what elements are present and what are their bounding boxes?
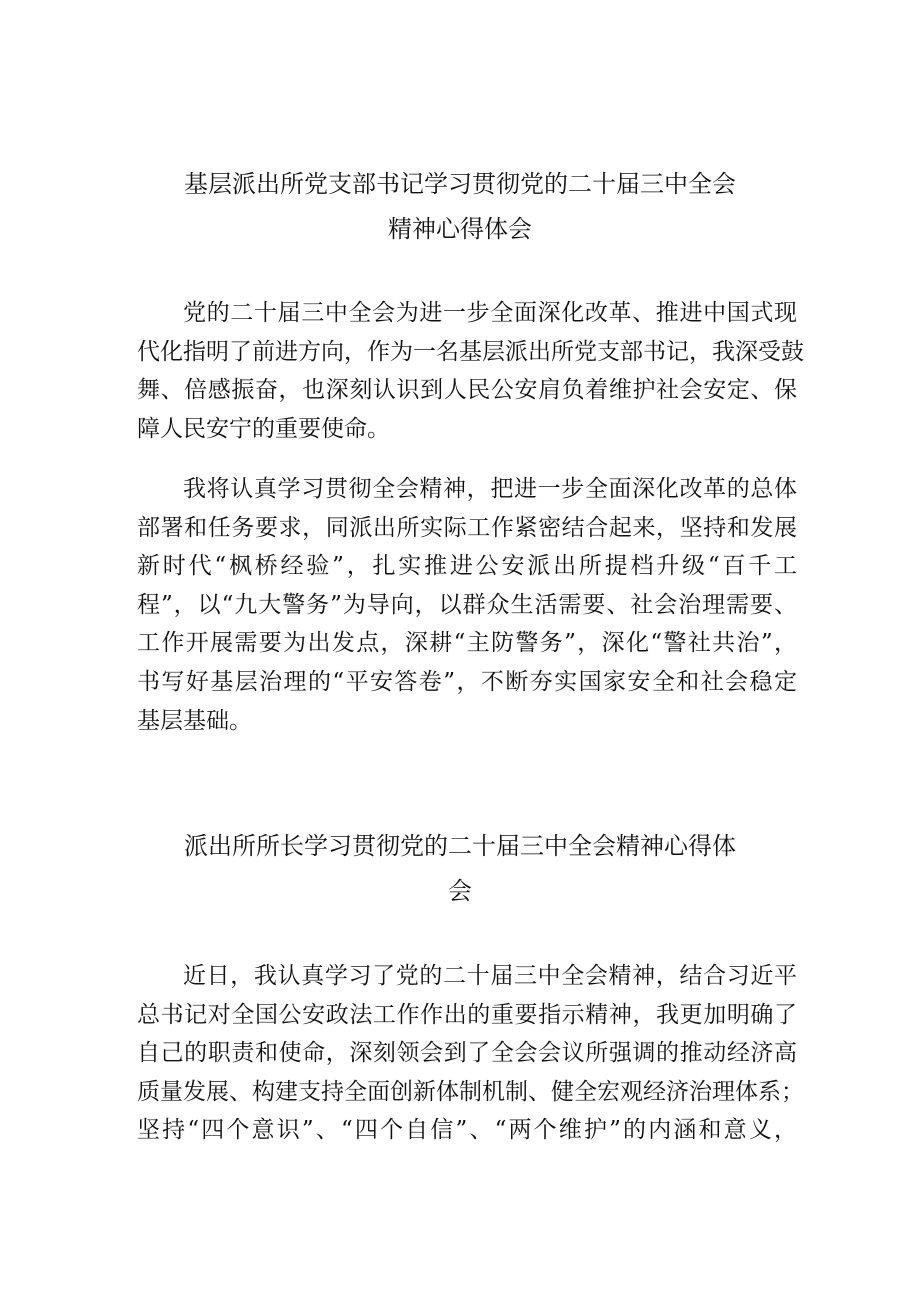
paragraph-line: 党的二十届三中全会为进一步全面深化改革、推进中国式现	[183, 300, 797, 326]
section2-title-line-1: 派出所所长学习贯彻党的二十届三中全会精神心得体	[184, 832, 736, 860]
paragraph-line: 部署和任务要求，同派出所实际工作紧密结合起来，坚持和发展	[137, 514, 797, 541]
paragraph-line: 工作开展需要为出发点，深耕“主防警务”，深化“警社共治”，	[137, 630, 797, 657]
paragraph-line: 质量发展、构建支持全面创新体制机制、健全宏观经济治理体系；	[137, 1078, 804, 1105]
paragraph-line: 舞、倍感振奋，也深刻认识到人民公安肩负着维护社会安定、保	[137, 377, 797, 404]
section1-paragraph-2	[137, 470, 797, 740]
paragraph-line: 坚持“四个意识”、“四个自信”、“两个维护”的内涵和意义，	[137, 1117, 797, 1144]
section2-paragraph-1	[137, 957, 804, 1150]
section1-paragraph-1	[137, 294, 804, 448]
paragraph-line: 基层基础。	[137, 707, 252, 734]
section2-title-line-2: 会	[448, 877, 472, 905]
paragraph-line: 代化指明了前进方向，作为一名基层派出所党支部书记，我深受鼓	[137, 338, 804, 365]
paragraph-line: 新时代“枫桥经验”，扎实推进公安派出所提档升级“百千工	[137, 553, 797, 580]
paragraph-line: 障人民安宁的重要使命。	[137, 415, 390, 442]
paragraph-line: 近日，我认真学习了党的二十届三中全会精神，结合习近平	[183, 963, 797, 989]
section1-title	[130, 162, 790, 252]
paragraph-line: 自己的职责和使命，深刻领会到了全会会议所强调的推动经济高	[137, 1040, 797, 1067]
paragraph-line: 程”，以“九大警务”为导向，以群众生活需要、社会治理需要、	[137, 591, 797, 618]
paragraph-line: 我将认真学习贯彻全会精神，把进一步全面深化改革的总体	[183, 476, 797, 502]
section2-title	[130, 824, 790, 914]
section1-title-line-2: 精神心得体会	[388, 215, 532, 243]
paragraph-line: 总书记对全国公安政法工作作出的重要指示精神，我更加明确了	[137, 1001, 797, 1028]
section1-title-line-1: 基层派出所党支部书记学习贯彻党的二十届三中全会	[184, 170, 736, 198]
paragraph-line: 书写好基层治理的“平安答卷”，不断夯实国家安全和社会稳定	[137, 668, 797, 695]
